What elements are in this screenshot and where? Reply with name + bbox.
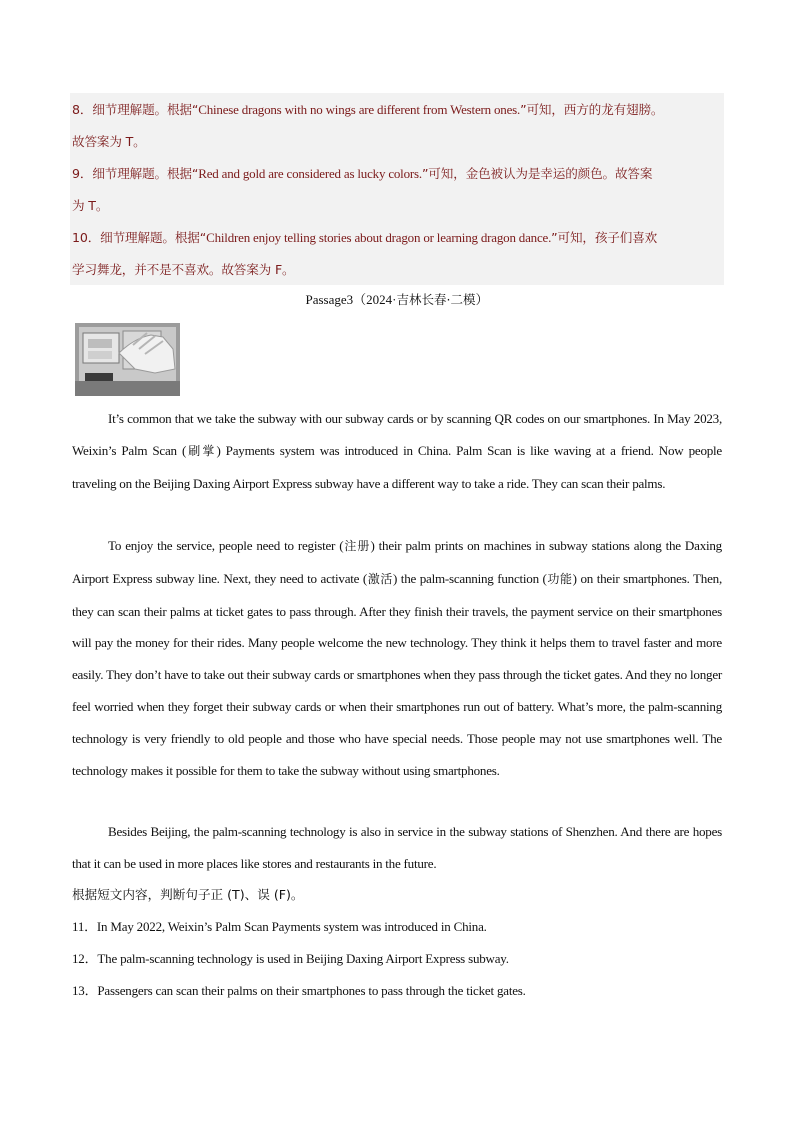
question-13: 13．Passengers can scan their palms on their smartphones to pass through the ticket gates. <box>72 983 526 998</box>
question-12: 12．The palm-scanning technology is used in Beijing Daxing Airport Express subway. <box>72 951 509 966</box>
answer-9-line-2: 为 T。 <box>72 198 109 213</box>
answer-10-line-1: 10．细节理解题。根据“Children enjoy telling stories about dragon or learning dragon dance.”可知，孩子们喜欢 <box>72 230 658 245</box>
palm-scan-photo <box>75 323 180 396</box>
answer-8-line-1: 8．细节理解题。根据“Chinese dragons with no wings are different from Western ones.”可知，西方的龙有翅膀。 <box>72 102 664 117</box>
question-11: 11．In May 2022, Weixin’s Palm Scan Payments system was introduced in China. <box>72 919 487 934</box>
passage-paragraph-3: Besides Beijing, the palm-scanning technology is also in service in the subway stations of Shenzhen. And there are hopes that it can be used in more places like stores and restaurants in the future. <box>72 824 722 871</box>
passage-title: Passage3（2024·吉林长春·二模） <box>305 292 489 307</box>
palm-scanner-illustration <box>75 323 180 396</box>
answer-8-line-2: 故答案为 T。 <box>72 134 146 149</box>
passage-paragraph-2: To enjoy the service, people need to register (注册) their palm prints on machines in subway stations along the Daxing Airport Express subway line. Next, they need to activate (激活) the palm-scanning function (功能) on their smartphones. Then, they can scan their palms at ticket gates to pass through. After they finish their travels, the payment service on their smartphones will pay the money for their rides. Many people welcome the new technology. They think it helps them to travel faster and more easily. They don’t have to take out their subway cards or smartphones when they pass through the ticket gates. And they no longer feel worried when they forget their subway cards or when their smartphones run out of battery. What’s more, the palm-scanning technology is very friendly to old people and those who have special needs. Those people may not use smartphones well. The technology makes it possible for them to take the subway without using smartphones. <box>72 538 722 778</box>
answer-10-line-2: 学习舞龙，并不是不喜欢。故答案为 F。 <box>72 262 295 277</box>
answer-9-line-1: 9．细节理解题。根据“Red and gold are considered as lucky colors.”可知，金色被认为是幸运的颜色。故答案 <box>72 166 653 181</box>
instruction: 根据短文内容，判断句子正 (T)、误 (F)。 <box>72 887 304 902</box>
passage-paragraph-1: It’s common that we take the subway with our subway cards or by scanning QR codes on our smartphones. In May 2023, Weixin’s Palm Scan (刷掌) Payments system was introduced in China. Palm Scan is like waving at a friend. Now people traveling on the Beijing Daxing Airport Express subway have a different way to take a ride. They can scan their palms. <box>72 411 722 491</box>
